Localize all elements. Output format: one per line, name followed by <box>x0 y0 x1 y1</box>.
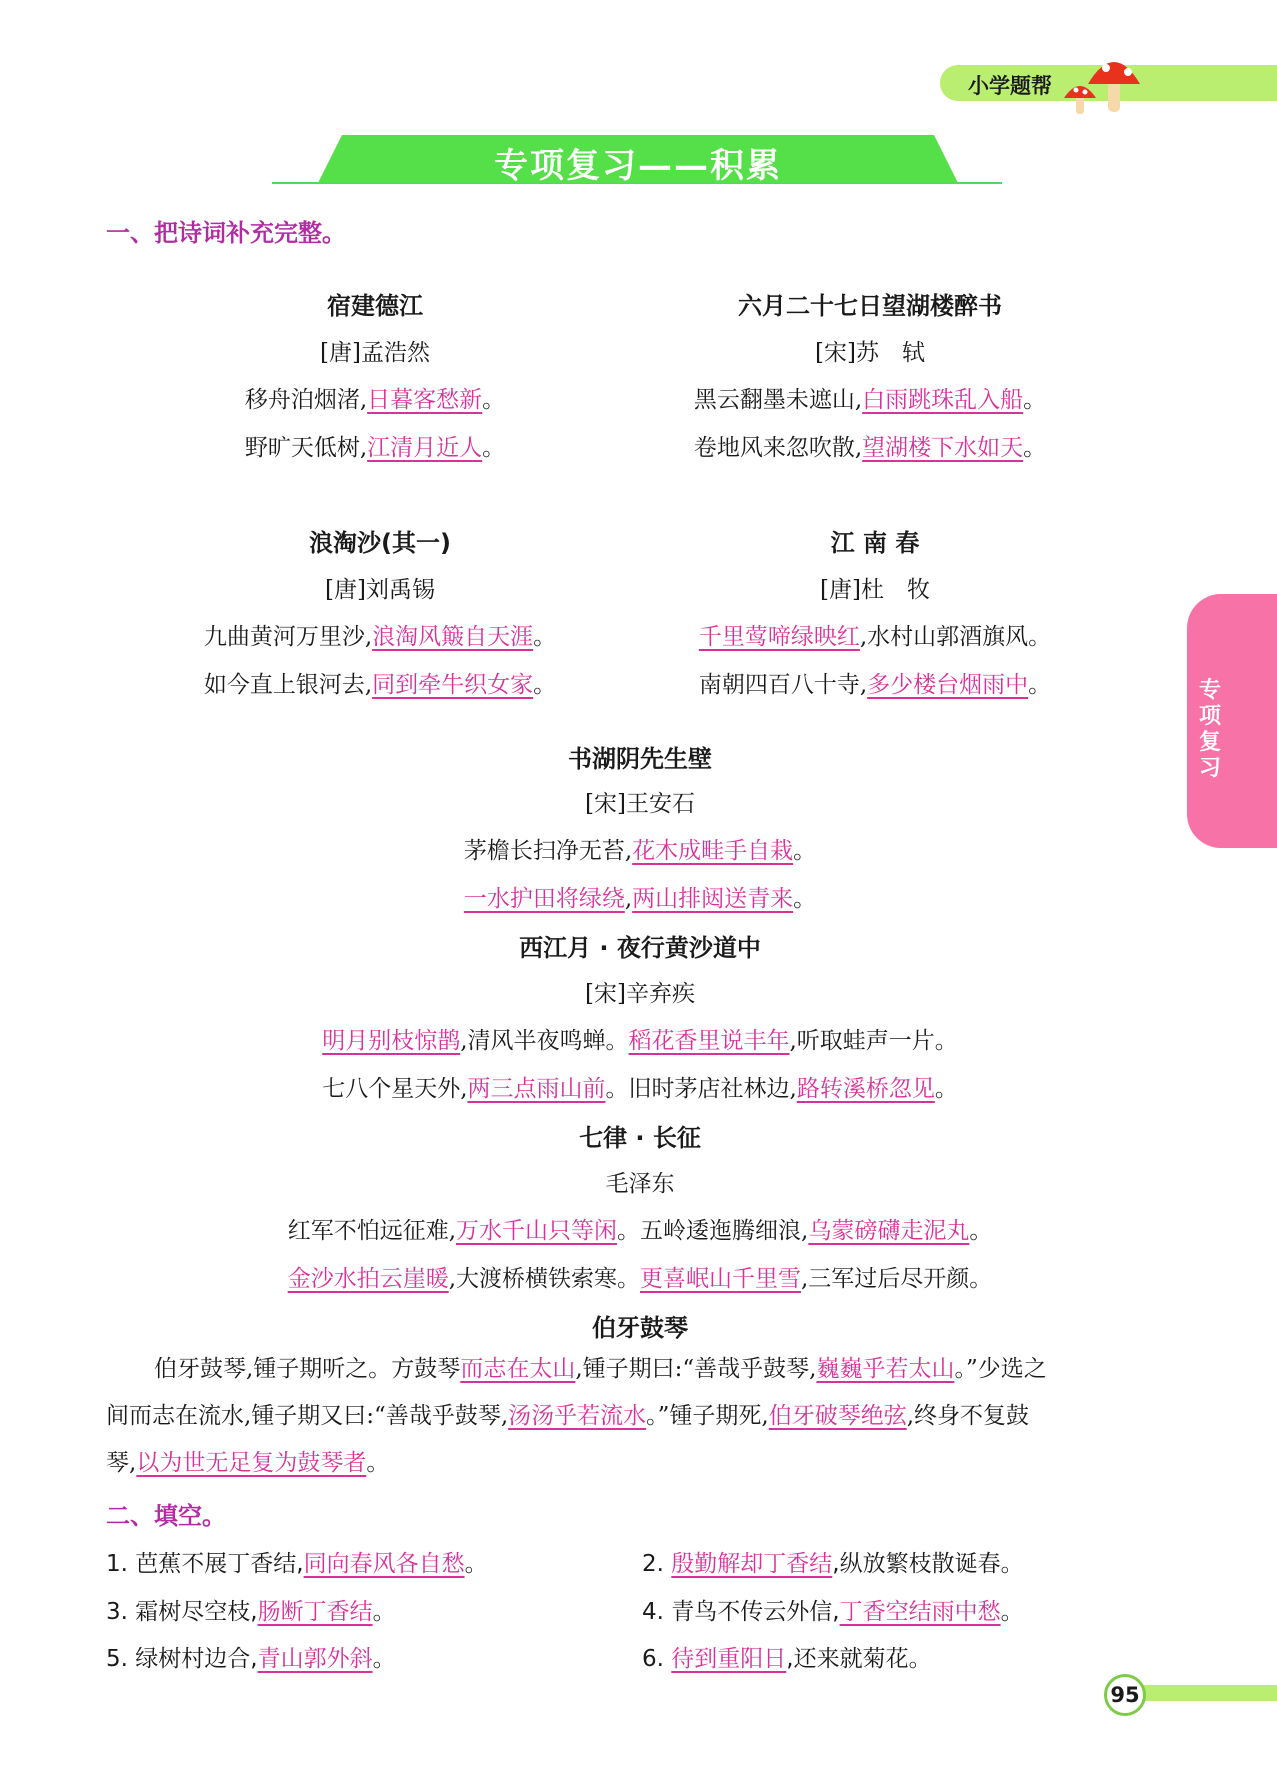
poem-3-line-1: 九曲黄河万里沙,浪淘风簸自天涯。 <box>203 624 557 650</box>
poem-7-title: 七律 · 长征 <box>579 1124 701 1152</box>
poem-1-author: [唐]孟浩然 <box>320 340 430 366</box>
poem-5-title: 书湖阴先生壁 <box>568 745 712 773</box>
poem-2-title: 六月二十七日望湖楼醉书 <box>738 292 1002 320</box>
poem-4-line-1: 千里莺啼绿映红,水村山郭酒旗风。 <box>698 624 1052 650</box>
poem-6-title: 西江月 · 夜行黄沙道中 <box>519 934 761 962</box>
poem-2-line-2: 卷地风来忽吹散,望湖楼下水如天。 <box>693 435 1047 461</box>
poem-4-author: [唐]杜 牧 <box>820 577 930 603</box>
fill-item-1: 1. 芭蕉不展丁香结,同向春风各自愁。 <box>106 1551 488 1577</box>
footer-bar <box>1140 1685 1277 1701</box>
poem-2-line-1: 黑云翻墨未遮山,白雨跳珠乱入船。 <box>693 387 1047 413</box>
poem-8-text <box>106 1346 1176 1487</box>
poem-8-title: 伯牙鼓琴 <box>592 1314 688 1342</box>
page-title: 专项复习——积累 <box>494 146 782 186</box>
poem-5-author: [宋]王安石 <box>585 791 695 817</box>
fill-item-3: 3. 霜树尽空枝,肠断丁香结。 <box>106 1599 396 1625</box>
brand-label: 小学题帮 <box>968 74 1052 98</box>
fill-item-4: 4. 青鸟不传云外信,丁香空结雨中愁。 <box>642 1599 1024 1625</box>
section-2-heading: 二、填空。 <box>106 1502 226 1530</box>
poem-1-line-1: 移舟泊烟渚,日暮客愁新。 <box>244 387 506 413</box>
poem-8-row-2: 间而志在流水,锺子期又曰:“善哉乎鼓琴,汤汤乎若流水。”锺子期死,伯牙破琴绝弦,终身不复鼓 <box>106 1403 1030 1429</box>
fill-item-2: 2. 殷勤解却丁香结,纵放繁枝散诞春。 <box>642 1551 1024 1577</box>
fill-item-6: 6. 待到重阳日,还来就菊花。 <box>642 1646 932 1672</box>
poem-4-line-2: 南朝四百八十寺,多少楼台烟雨中。 <box>698 672 1052 698</box>
poem-3-title: 浪淘沙(其一) <box>309 529 451 557</box>
page-number: 95 <box>1104 1674 1146 1716</box>
poem-6-author: [宋]辛弃疾 <box>585 981 695 1007</box>
poem-8-row-1: 伯牙鼓琴,锺子期听之。方鼓琴而志在太山,锺子期曰:“善哉乎鼓琴,巍巍乎若太山。”少选之 <box>154 1356 1047 1382</box>
poem-7-line-2: 金沙水拍云崖暖,大渡桥横铁索寒。更喜岷山千里雪,三军过后尽开颜。 <box>287 1266 993 1292</box>
poem-1-title: 宿建德江 <box>327 292 423 320</box>
poem-7-author: 毛泽东 <box>605 1171 675 1197</box>
poem-4-title: 江 南 春 <box>830 529 920 557</box>
poem-8-row-3: 琴,以为世无足复为鼓琴者。 <box>106 1450 390 1476</box>
poem-3-line-2: 如今直上银河去,同到牵牛织女家。 <box>203 672 557 698</box>
section-1-heading: 一、把诗词补充完整。 <box>106 219 346 247</box>
poem-5-line-2: 一水护田将绿绕,两山排闼送青来。 <box>463 886 817 912</box>
mushroom-icon <box>1058 44 1148 116</box>
poem-1-line-2: 野旷天低树,江清月近人。 <box>244 435 506 461</box>
poem-6-line-2: 七八个星天外,两三点雨山前。旧时茅店社林边,路转溪桥忽见。 <box>322 1076 958 1102</box>
poem-3-author: [唐]刘禹锡 <box>325 577 435 603</box>
poem-6-line-1: 明月别枝惊鹊,清风半夜鸣蝉。稻花香里说丰年,听取蛙声一片。 <box>322 1028 958 1054</box>
side-tab-label: 专项复习 <box>1198 678 1221 781</box>
poem-5-line-1: 茅檐长扫净无苔,花木成畦手自栽。 <box>463 838 817 864</box>
fill-item-5: 5. 绿树村边合,青山郭外斜。 <box>106 1646 396 1672</box>
poem-7-line-1: 红军不怕远征难,万水千山只等闲。五岭逶迤腾细浪,乌蒙磅礴走泥丸。 <box>287 1218 993 1244</box>
poem-2-author: [宋]苏 轼 <box>815 340 925 366</box>
